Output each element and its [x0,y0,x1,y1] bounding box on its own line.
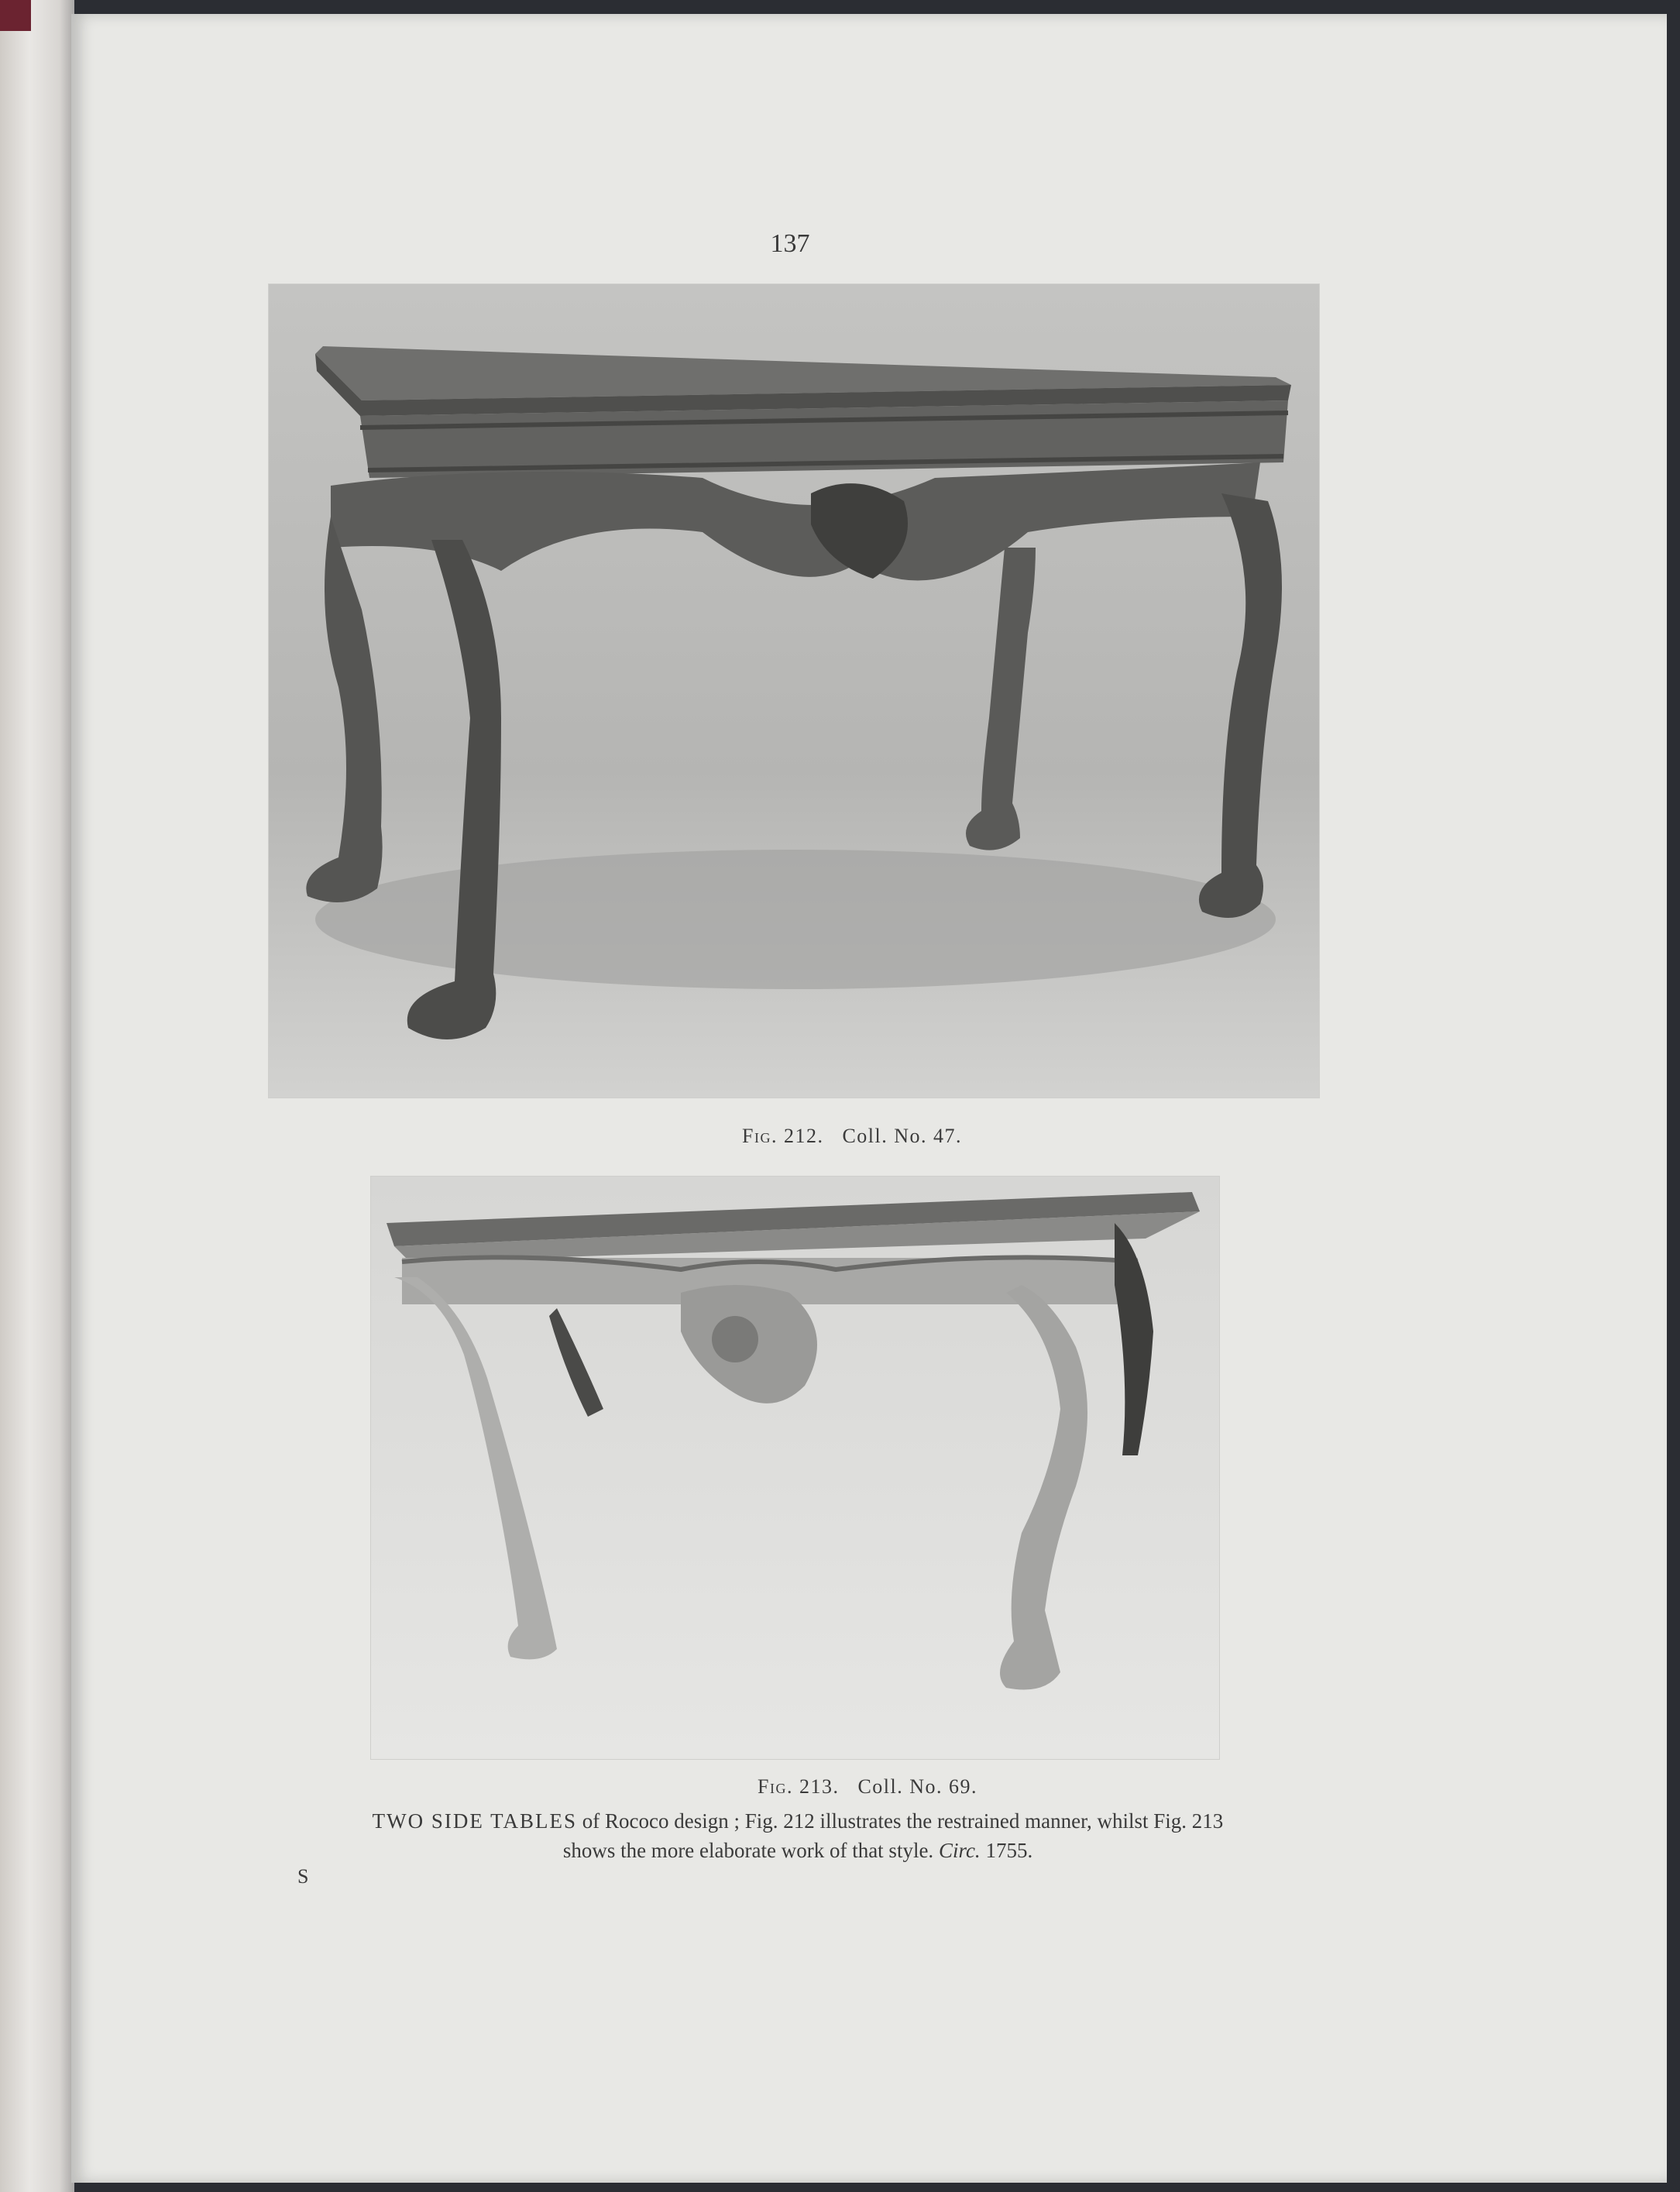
fig-number: 212. [783,1125,824,1147]
fig-label: Fig. [757,1775,793,1798]
fig-label: Fig. [741,1125,778,1147]
description-circ: Circ. [938,1839,981,1862]
collection-number: Coll. No. 47. [842,1125,963,1147]
plate-description [364,1806,1232,1865]
binding-corner [0,0,31,31]
table-illustration-213 [371,1177,1219,1759]
description-lead: TWO SIDE TABLES [372,1809,577,1833]
description-text: of Rococo design ; Fig. 212 illustrates the restrained manner, whilst Fig. 213 shows the more elaborate work of that style. [562,1809,1224,1862]
book-gutter [0,0,74,2192]
page-number: 137 [770,229,810,258]
figure-212-photo [268,283,1320,1098]
description-year: 1755. [980,1839,1033,1862]
collection-number: Coll. No. 69. [857,1775,978,1798]
figure-213-caption [519,1775,1216,1799]
signature-mark: S [297,1865,309,1888]
figure-213-photo [370,1176,1220,1760]
table-illustration-212 [269,284,1319,1098]
fig-number: 213. [799,1775,840,1798]
figure-212-caption [503,1125,1201,1148]
